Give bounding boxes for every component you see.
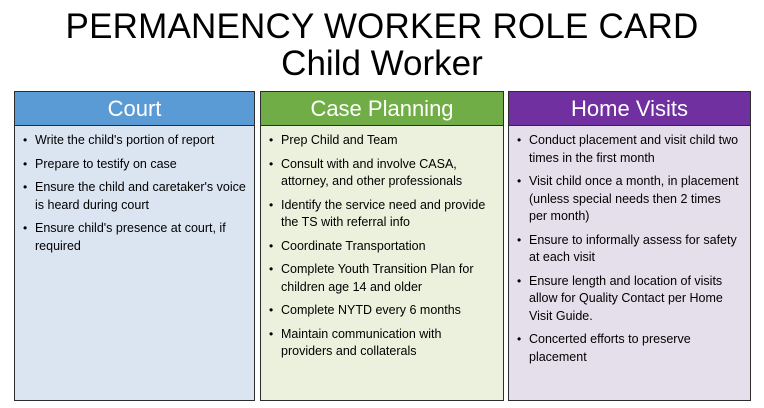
court-card-body: [15, 126, 254, 255]
list-item: • Write the child's portion of report: [23, 132, 246, 150]
home-visits-card-heading: Home Visits: [509, 92, 750, 126]
list-item: • Conduct placement and visit child two times in the first month: [517, 132, 742, 167]
list-item: • Concerted efforts to preserve placement: [517, 331, 742, 366]
list-item: • Complete NYTD every 6 months: [269, 302, 495, 320]
list-item: • Coordinate Transportation: [269, 238, 495, 256]
home-visits-task-list: [517, 132, 742, 366]
home-visits-card-body: [509, 126, 750, 366]
court-task-list: [23, 132, 246, 255]
list-item: • Visit child once a month, in placement (unless special needs then 2 times per month): [517, 173, 742, 226]
page-subtitle: Child Worker: [281, 44, 483, 83]
case-planning-card: [260, 91, 504, 401]
list-item: • Identify the service need and provide the TS with referral info: [269, 197, 495, 232]
list-item: • Complete Youth Transition Plan for children age 14 and older: [269, 261, 495, 296]
list-item: • Ensure length and location of visits allow for Quality Contact per Home Visit Guide.: [517, 273, 742, 326]
list-item: • Ensure to informally assess for safety at each visit: [517, 232, 742, 267]
list-item: • Prepare to testify on case: [23, 156, 246, 174]
list-item: • Prep Child and Team: [269, 132, 495, 150]
title-block: [0, 8, 764, 82]
list-item: • Maintain communication with providers and collaterals: [269, 326, 495, 361]
list-item: • Consult with and involve CASA, attorney, and other professionals: [269, 156, 495, 191]
home-visits-card: [508, 91, 751, 401]
court-card: [14, 91, 255, 401]
case-planning-task-list: [269, 132, 495, 361]
list-item: • Ensure child's presence at court, if required: [23, 220, 246, 255]
court-card-heading: Court: [15, 92, 254, 126]
page-title: PERMANENCY WORKER ROLE CARD: [65, 7, 699, 46]
case-planning-card-heading: Case Planning: [261, 92, 503, 126]
list-item: • Ensure the child and caretaker's voice is heard during court: [23, 179, 246, 214]
case-planning-card-body: [261, 126, 503, 361]
